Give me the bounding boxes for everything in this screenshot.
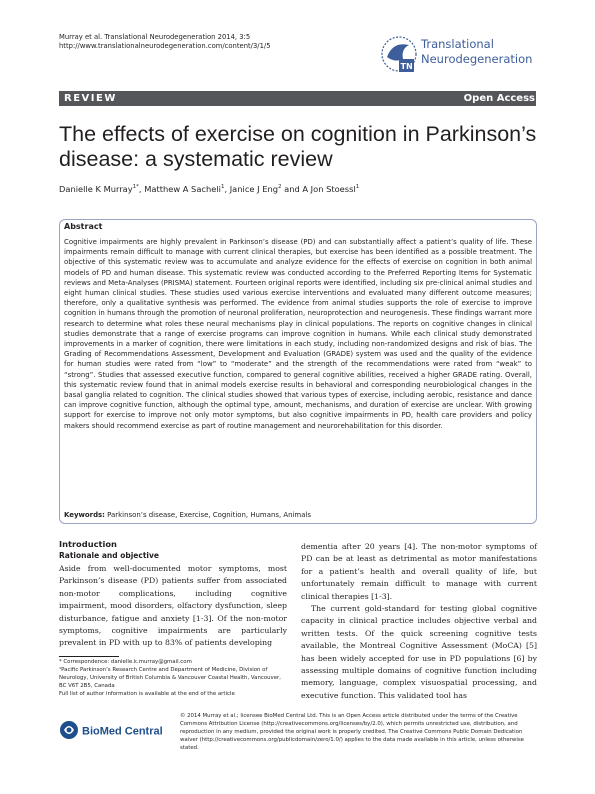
biomed-central-logo-icon: [59, 719, 171, 741]
body-column-right: [301, 541, 537, 702]
journal-name-line1: Translational: [421, 37, 494, 51]
journal-name: [421, 37, 532, 67]
body-paragraph: dementia after 20 years [4]. The non-motor symptoms of PD can be at least as detrimental as motor manifestations for a patient’s health and overall quality of life, but unfortunately remain difficult to manage with current clinical therapies [1-3].: [301, 542, 537, 601]
author-name[interactable]: A Jon Stoessl: [302, 183, 356, 194]
body-paragraph: Aside from well-documented motor symptoms, most Parkinson’s disease (PD) patients suffer from associated non-motor complications, including cognitive impairment, mood disorders, olfactory dysfunction, sleep disturbance, fatigue and anxiety [1-3]. Of the non-motor symptoms, cognitive impairments are particularly prevalent in PD with up to 83% of patients developing: [59, 564, 287, 648]
author-name[interactable]: Danielle K Murray: [59, 183, 133, 194]
author-affiliation: 1: [355, 184, 360, 190]
footnote-block: [59, 658, 289, 698]
author-affiliation: 1: [220, 184, 225, 190]
abstract-text: Cognitive impairments are highly prevalent in Parkinson’s disease (PD) and can substantially affect a patient’s quality of life. These impairments remain difficult to manage with current clinical therapies, but exercise has been identified as a possible treatment. The objective of this systematic review was to accumulate and analyze evidence for the effects of exercise on cognition in both animal models of PD and human disease. This systematic review was conducted according to the Preferred Reporting Items for Systematic reviews and Meta-Analyses (PRISMA) statement. Fourteen original reports were identified, including six pre-clinical animal studies and eight human clinical studies. These studies used various exercise interventions and evaluated many different outcome measures; therefore, only a qualitative synthesis was performed. The evidence from animal studies supports the role of exercise to improve cognition in humans through the promotion of neuronal proliferation, neuroprotection and neurogenesis. These findings warrant more research to determine what roles these neural mechanisms play in clinical populations. The reports on cognitive changes in clinical studies demonstrate that a range of exercise programs can improve cognition in humans. While each clinical study demonstrated improvements in a marker of cognition, there were limitations in each study, including non-randomized designs and risk of bias. The Grading of Recommendations Assessment, Development and Evaluation (GRADE) system was used and the quality of the evidence for human studies were rated from “low” to “moderate” and the strength of the recommendations were rated from “weak” to “strong”. Studies that assessed executive function, compared to general cognitive abilities, received a higher GRADE rating. Overall, this systematic review found that in animal models exercise results in behavioral and corresponding neurobiological changes in the basal ganglia related to cognition. The clinical studies showed that various types of exercise, including aerobic, resistance and dance can improve cognitive function, although the optimal type, amount, mechanisms, and duration of exercise are unclear. With growing support for exercise to improve not only motor symptoms, but also cognitive impairments in PD, health care providers and policy makers should recommend exercise as part of routine management and neurorehabilitation for this disorder.: [64, 238, 532, 430]
author-affiliation: 2: [277, 184, 282, 190]
citation-block: [59, 33, 271, 51]
license-text: © 2014 Murray et al.; licensee BioMed Central Ltd. This is an Open Access article distributed under the terms of the Creative Commons Attribution License (http://creativecommons.org/licenses/by/2.0), which permits unrestricted use, distribution, and reproduction in any medium, provided the original work is properly credited. The Creative Commons Public Domain Dedication waiver (http://creativecommons.org/publicdomain/zero/1.0/) applies to the data made available in this article, unless otherwise stated.: [180, 713, 524, 751]
footnote-divider: [59, 656, 119, 657]
open-access-label: Open Access: [463, 93, 535, 104]
citation-line: Murray et al. Translational Neurodegeneration 2014, 3:5: [59, 33, 251, 41]
author-affiliation: 1*: [132, 184, 139, 190]
article-type-label: REVIEW: [64, 93, 117, 104]
keywords-label: Keywords:: [64, 511, 105, 519]
author-separator: ,: [138, 183, 145, 194]
abstract-heading: Abstract: [64, 222, 103, 231]
publisher-name: BioMed Central: [82, 725, 163, 738]
article-url[interactable]: http://www.translationalneurodegeneration.com/content/3/1/5: [59, 42, 271, 50]
body-column-left: [59, 563, 287, 650]
correspondence[interactable]: * Correspondence: danielle.k.murray@gmail.com: [59, 659, 192, 665]
author-separator: and: [281, 183, 303, 194]
body-paragraph: The current gold-standard for testing global cognitive capacity in clinical practice includes objective verbal and written tests. Of the quick screening cognitive tests available, the Montreal Cognitive Assessment (MoCA) [5] has been widely accepted for use in PD populations [6] by assessing multiple domains of cognitive function including memory, language, complex visuospatial processing, and executive function. This validated tool has: [301, 604, 537, 700]
journal-name-line2: Neurodegeneration: [421, 52, 533, 66]
article-title: The effects of exercise on cognition in Parkinson’s disease: a systematic review: [59, 122, 537, 171]
logo-letters: TN: [400, 62, 413, 71]
keywords: [64, 511, 532, 520]
section-heading-introduction: Introduction: [59, 539, 117, 549]
author-list: [59, 182, 359, 195]
author-separator: ,: [224, 183, 230, 194]
author-info-note: Full list of author information is available at the end of the article: [59, 691, 235, 697]
subsection-heading: Rationale and objective: [59, 551, 159, 560]
author-name[interactable]: Matthew A Sacheli: [144, 183, 221, 194]
affiliation: ¹Pacific Parkinson’s Research Centre and Department of Medicine, Division of Neurology, University of British Columbia & Vancouver Coastal Health, Vancouver, BC V6T 2B5, Canada: [59, 667, 281, 689]
keywords-list: Parkinson’s disease, Exercise, Cognition, Humans, Animals: [107, 511, 311, 519]
author-name[interactable]: Janice J Eng: [229, 183, 278, 194]
